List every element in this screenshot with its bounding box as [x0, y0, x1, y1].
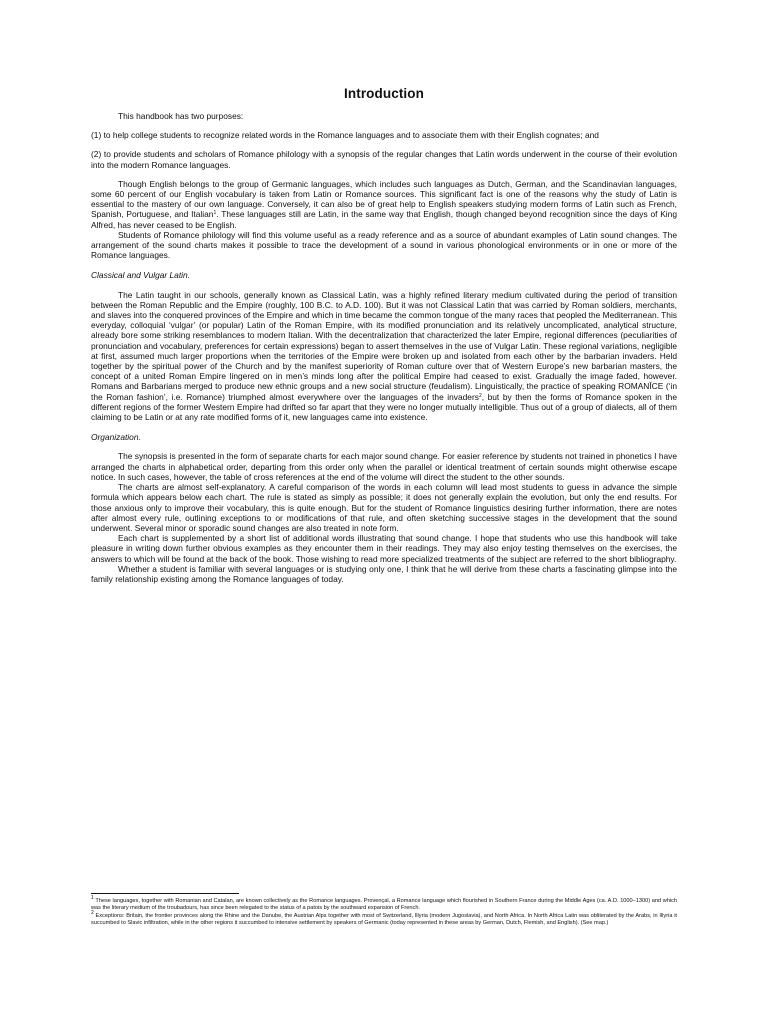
organization-paragraph-1: The synopsis is presented in the form of separate charts for each major sound change. For easier reference by students not trained in phonetics I have arranged the charts in alphabetical order, departing from this order only when the parallel or identical treatment of certain sounds might otherwise escape notice. In such cases, however, the table of cross references at the end of the volume will direct the student to the other sounds. [91, 451, 677, 482]
intro-paragraph-english [91, 179, 677, 230]
page-title: Introduction [344, 86, 424, 101]
organization-paragraph-4: Whether a student is familiar with several languages or is studying only one, I think that he will derive from these charts a fascinating glimpse into the family relationship existing among the Romance languages of today. [91, 563, 677, 584]
intro-paragraph-purpose-1: (1) to help college students to recognize related words in the Romance languages and to associate them with their English cognates; and [91, 130, 599, 141]
page-body [91, 86, 677, 584]
footnote-1 [91, 895, 677, 913]
intro-text-a: Though English belongs to the group of Germanic languages, which includes such languages as Dutch, German, and the Scandinavian languages, some 60 percent of our English vocabulary is taken from Latin or Romance sources. This significant fact is one of the reasons why the study of Latin is essential to the mastery of our own language. Conversely, it can also be of great help to English speakers studying modern forms of Latin such as French, Spanish, Portuguese, and Italian [91, 178, 677, 220]
classical-paragraph [91, 290, 677, 423]
organization-paragraph-3: Each chart is supplemented by a short list of additional words illustrating that sound change. I hope that students who use this handbook will take pleasure in writing down further obvious examples as they encounter them in their readings. They may also enjoy testing themselves on the exercises, the answers to which will be found at the back of the book. Those wishing to read more specialized treatments of the subject are referred to the short bibliography. [91, 533, 677, 564]
organization-paragraph-2: The charts are almost self-explanatory. A careful comparison of the words in each column will lead most students to guess in advance the simple formula which appears below each chart. The rule is stated as simply as possible; it does not generally explain the evolution, but only the end results. For those anxious only to improve their vocabulary, this is quite enough. But for the student of Romance linguistics desiring further information, there are notes after almost every rule, outlining exceptions to or modifications of that rule, and often sketching successive stages in the development that the sound underwent. Several minor or sporadic sound changes are also treated in note form. [91, 482, 677, 533]
footnote-2 [91, 909, 677, 928]
footnote-2-number: 2 [91, 909, 94, 916]
intro-paragraph-purpose-2: (2) to provide students and scholars of Romance philology with a synopsis of the regular changes that Latin words underwent in the course of their evolution into the modern Romance languages. [91, 149, 677, 170]
footnote-divider [91, 893, 239, 894]
intro-paragraph-philology: Students of Romance philology will find this volume useful as a ready reference and as a source of abundant examples of Latin sound changes. The arrangement of the sound charts makes it possible to trace the development of a sound in various phonological environments or in one or more of the Romance languages. [91, 229, 677, 261]
footnotes [91, 893, 677, 928]
classical-text-a: The Latin taught in our schools, generally known as Classical Latin, was a highly refined literary medium cultivated during the period of transition between the Roman Republic and the Empire (roughly, 100 B.C. to A.D. 100). But it was not Classical Latin that was carried by Roman soldiers, merchants, and slaves into the conquered provinces of the Empire and which in time became the common tongue of the many races that peopled the Mediterranean. This everyday, colloquial ‘vulgar’ (or popular) Latin of the Roman Empire, with its modified pronunciation and its relatively uncomplicated, analytical structure, already bore some striking resemblances to modern Italian. With the decentralization that characterized the later Empire, regional differences (peculiarities of pronunciation and vocabulary, preferences for certain expressions) began to assert themselves in the use of Vulgar Latin. These regional variations, negligible at first, assumed much larger proportions when the territories of the Empire were broken up and isolated from each other by the barbarian invaders. Held together by the spiritual power of the Church and by the manifest superiority of Roman culture over that of Western Europe’s new barbarian masters, the concept of a united Roman Empire lingered on in men’s minds long after the political Empire had ceased to exist. Gradually the image faded, however. Romans and Barbarians merged to produce new ethnic groups and a new social structure (feudalism). Linguistically, the practice of speaking ROMANĬCE (‘in the Roman fashion’, i.e. Romance) triumphed almost everywhere over the languages of the invaders [91, 289, 677, 402]
intro-paragraph-purposes: This handbook has two purposes: [118, 111, 244, 121]
intro-text-b: . These languages still are Latin, in the same way that English, though changed beyond recognition since the days of King Alfred, has never ceased to be English. [91, 209, 677, 230]
footnote-2-text: Exceptions: Britain, the frontier provinces along the Rhine and the Danube, the Austrian Alps together with most of Switzerland, Illyria (modern Jugoslavia), and North Africa. In North Africa Latin was obliterated by the Arabs, in Illyria it succumbed to Slavic infiltration, while in the other regions it succumbed to intensive settlement by speakers of Germanic (today represented in these areas by German, Dutch, Flemish, and English). (See map.) [91, 912, 677, 927]
footnote-1-text: These languages, together with Romanian and Catalan, are known collectively as the Romance languages. Provençal, a Romance language which flourished in Southern France during the Middle Ages (ca. A.D. 1000–1300) and which was the literary medium of the troubadours, has since been relegated to the status of a patois by the southward expansion of French. [91, 898, 677, 912]
section-heading-organization: Organization. [91, 432, 141, 443]
footnote-ref-1[interactable]: 1 [213, 210, 217, 217]
classical-text-b: , but by then the forms of Romance spoken in the different regions of the former Western Empire had drifted so far apart that they were no longer mutually intelligible. Thus out of a group of dialects, all of them claiming to be Latin or at any rate modified forms of it, new languages came into existence. [91, 391, 677, 423]
footnote-1-number: 1 [91, 895, 94, 901]
section-heading-classical: Classical and Vulgar Latin. [91, 270, 191, 281]
footnote-ref-2[interactable]: 2 [478, 392, 482, 399]
